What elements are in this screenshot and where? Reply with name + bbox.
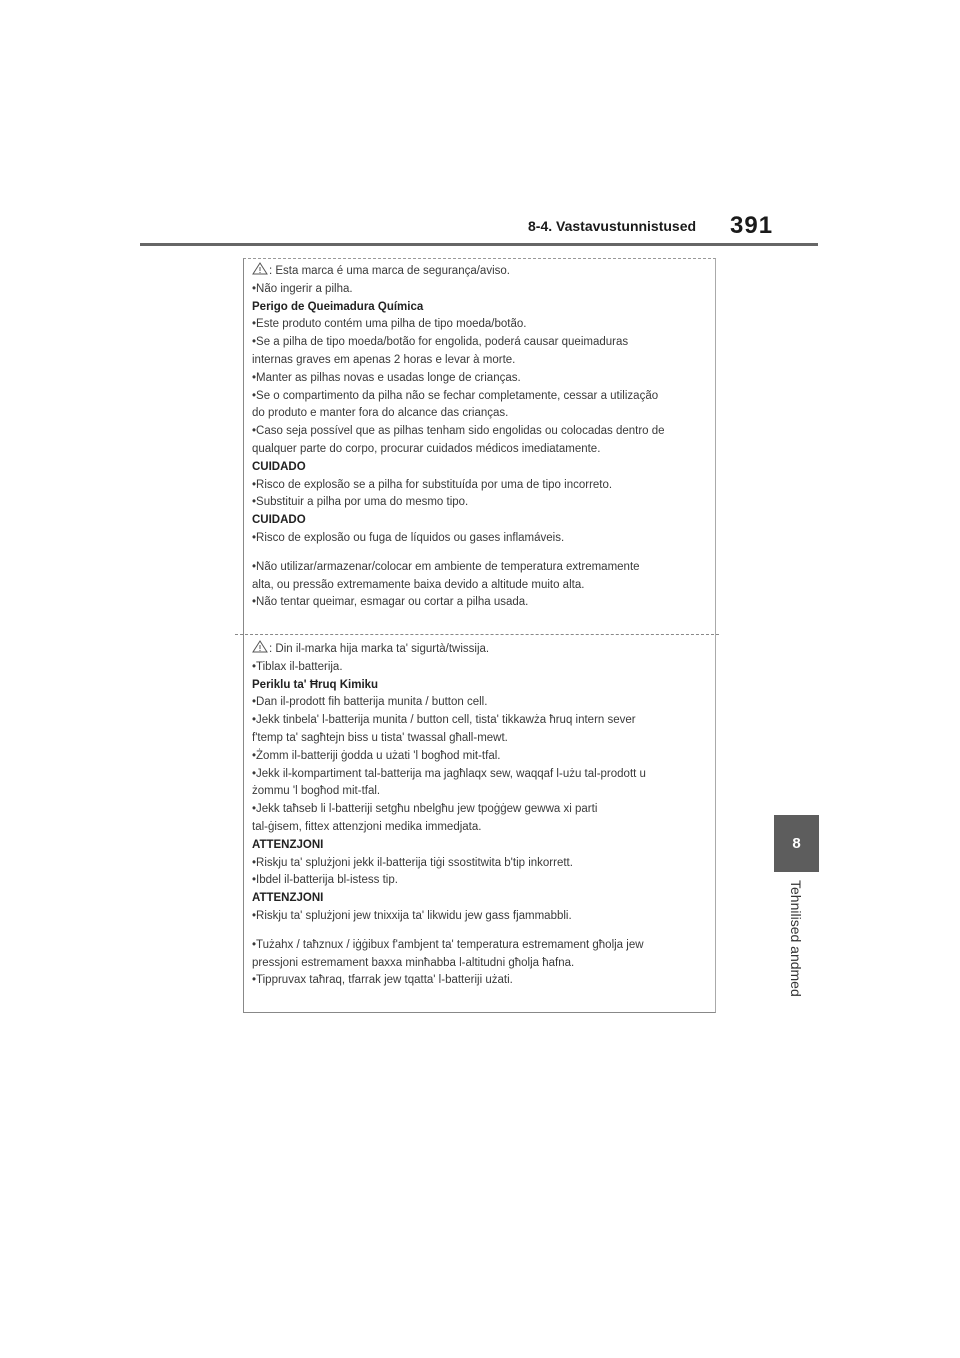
pt-line-6: internas graves em apenas 2 horas e levar à morte. [252,353,516,366]
pt-line-5: •Se a pilha de tipo moeda/botão for engolida, poderá causar queimaduras [252,336,629,349]
mt-line-11: tal-ġisem, fittex attenzjoni medika immedjata. [252,820,482,833]
pt-line-7: •Manter as pilhas novas e usadas longe de crianças. [252,371,521,384]
pt-line-11: qualquer parte do corpo, procurar cuidados médicos imediatamente. [252,442,601,455]
mt-line-5: •Jekk tinbela' l-batterija munita / button cell, tista' tikkawża ħruq intern sever [252,714,636,727]
pt-heading-caution-1: CUIDADO [252,460,306,473]
pt-line-4: •Este produto contém uma pilha de tipo moeda/botão. [252,318,527,331]
mt-line-14: •Ibdel il-batterija bl-istess tip. [252,874,398,887]
pt-line-8: •Se o compartimento da pilha não se fechar completamente, cessar a utilização [252,389,659,402]
pt-heading-caution-2: CUIDADO [252,514,306,527]
language-divider [235,634,719,635]
mt-line-4: •Dan il-prodott fih batterija munita / button cell. [252,696,488,709]
pt-line-19: •Não tentar queimar, esmagar ou cortar a pilha usada. [252,596,529,609]
pt-line-1: : Esta marca é uma marca de segurança/aviso. [252,262,712,281]
mt-line-19: •Tippruvax taħraq, tfarrak jew tqatta' l-batteriji użati. [252,974,513,987]
pt-line-14: •Substituir a pilha por uma do mesmo tipo. [252,496,469,509]
maltese-warning-block [252,640,712,990]
mt-line-1: : Din il-marka hija marka ta' sigurtà/twissija. [252,640,712,659]
section-title: 8-4. Vastavustunnistused [528,218,697,234]
chapter-tab: 8 [774,815,819,872]
mt-heading-chemical-burn: Periklu ta' Ħruq Kimiku [252,678,379,691]
warning-triangle-icon [252,640,268,653]
pt-heading-chemical-burn: Perigo de Queimadura Química [252,300,424,313]
pt-line-9: do produto e manter fora do alcance das crianças. [252,407,509,420]
chapter-side-label: Tehnilised andmed [788,880,804,997]
pt-line-18: alta, ou pressão extremamente baixa devido a altitude muito alta. [252,578,585,591]
mt-line-8: •Jekk il-kompartiment tal-batterija ma jagħlaqx sew, waqqaf l-użu tal-prodott u [252,767,646,780]
mt-line-10: •Jekk taħseb li l-batteriji setgħu nbelgħu jew tpoġġew gewwa xi parti [252,803,598,816]
pt-line-2: •Não ingerir a pilha. [252,282,353,295]
page-number: 391 [730,212,774,239]
mt-line-16: •Riskju ta' splużjoni jew tnixxija ta' likwidu jew gass fjammabbli. [252,909,572,922]
mt-line-9: żommu 'l bogħod mit-tfal. [252,785,381,798]
mt-line-17: •Tużahx / taħznux / iġġibux f'ambjent ta' temperatura estremament għolja jew [252,938,644,951]
header-rule [140,243,818,246]
pt-line-16: •Risco de explosão ou fuga de líquidos ou gases inflamáveis. [252,531,565,544]
pt-line-13: •Risco de explosão se a pilha for substituída por uma de tipo incorreto. [252,478,613,491]
mt-line-7: •Żomm il-batteriji ġodda u użati 'l bogħod mit-tfal. [252,749,501,762]
pt-line-10: •Caso seja possível que as pilhas tenham sido engolidas ou colocadas dentro de [252,425,665,438]
portuguese-warning-block [252,262,712,612]
mt-heading-attention-1: ATTENZJONI [252,838,324,851]
mt-line-6: f'temp ta' sagħtejn biss u tista' twassal għall-mewt. [252,731,508,744]
mt-line-18: pressjoni estremament baxxa minħabba l-altitudni għolja ħafna. [252,956,575,969]
mt-heading-attention-2: ATTENZJONI [252,892,324,905]
warning-triangle-icon [252,262,268,275]
mt-line-13: •Riskju ta' splużjoni jekk il-batterija tiġi ssostitwita b'tip inkorrett. [252,856,573,869]
mt-line-2: •Tiblax il-batterija. [252,660,343,673]
pt-line-17: •Não utilizar/armazenar/colocar em ambiente de temperatura extremamente [252,560,640,573]
